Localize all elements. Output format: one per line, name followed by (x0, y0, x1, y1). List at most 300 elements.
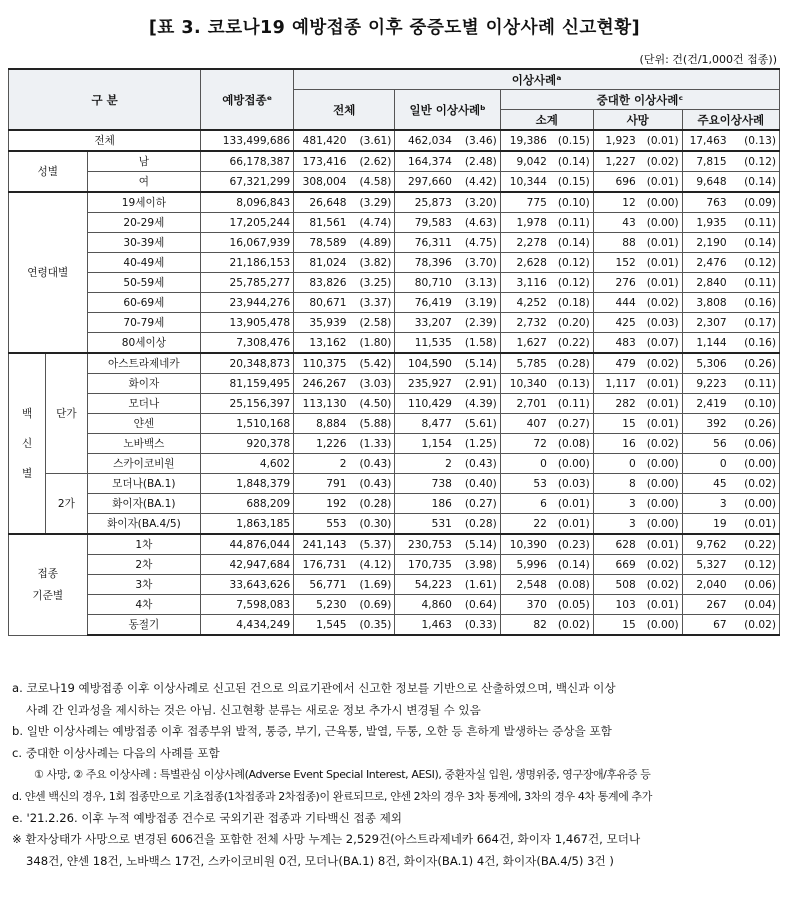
cell-majorr: (0.12) (730, 555, 780, 575)
cell-subr: (0.14) (550, 555, 593, 575)
cell-sub: 9,042 (500, 151, 550, 172)
row-label: 전체 (9, 130, 201, 151)
cell-vacc: 17,205,244 (201, 213, 294, 233)
cell-vacc: 42,947,684 (201, 555, 294, 575)
cell-tot: 81,561 (294, 213, 350, 233)
cell-major: 7,815 (682, 151, 730, 172)
cell-deathr: (0.03) (639, 313, 682, 333)
row-label: 4차 (87, 595, 201, 615)
cell-tot: 110,375 (294, 353, 350, 374)
cell-subr: (0.03) (550, 474, 593, 494)
table-row (9, 474, 780, 494)
cell-sub: 10,340 (500, 374, 550, 394)
cell-major: 0 (682, 454, 730, 474)
cell-vacc: 25,785,277 (201, 273, 294, 293)
table-row (9, 253, 780, 273)
group-dose-line: 접종 (37, 567, 58, 580)
table-row (9, 615, 780, 636)
cell-totr: (0.30) (349, 514, 394, 535)
cell-sub: 2,732 (500, 313, 550, 333)
cell-vacc: 25,156,397 (201, 394, 294, 414)
cell-death: 444 (593, 293, 638, 313)
footnote-death-total: ※ 환자상태가 사망으로 변경된 606건을 포함한 전체 사망 누계는 2,529건(아스트라제네카 664건, 화이자 1,467건, 모더나 (12, 832, 641, 847)
cell-sub: 4,252 (500, 293, 550, 313)
cell-tot: 81,024 (294, 253, 350, 273)
cell-death: 152 (593, 253, 638, 273)
cell-major: 3 (682, 494, 730, 514)
footnote-e: e. '21.2.26. 이후 누적 예방접종 건수로 국외기관 접종과 기타백신 접종 제외 (12, 810, 402, 825)
row-label: 노바백스 (87, 434, 201, 454)
cell-deathr: (0.01) (639, 253, 682, 273)
cell-deathr: (0.01) (639, 233, 682, 253)
cell-sub: 407 (500, 414, 550, 434)
cell-genr: (3.46) (455, 130, 500, 151)
cell-major: 763 (682, 192, 730, 213)
cell-death: 0 (593, 454, 638, 474)
cell-subr: (0.10) (550, 192, 593, 213)
cell-death: 1,923 (593, 130, 638, 151)
cell-deathr: (0.02) (639, 555, 682, 575)
cell-sub: 0 (500, 454, 550, 474)
cell-subr: (0.27) (550, 414, 593, 434)
cell-subr: (0.00) (550, 454, 593, 474)
cell-sub: 19,386 (500, 130, 550, 151)
cell-death: 15 (593, 615, 638, 636)
row-label: 50-59세 (87, 273, 201, 293)
cell-genr: (1.61) (455, 575, 500, 595)
cell-deathr: (0.00) (639, 213, 682, 233)
row-label: 70-79세 (87, 313, 201, 333)
cell-subr: (0.23) (550, 534, 593, 555)
group-dose (9, 534, 88, 635)
cell-subr: (0.15) (550, 130, 593, 151)
row-label: 3차 (87, 575, 201, 595)
cell-majorr: (0.14) (730, 172, 780, 193)
cell-subr: (0.11) (550, 394, 593, 414)
cell-major: 2,476 (682, 253, 730, 273)
cell-majorr: (0.26) (730, 414, 780, 434)
cell-major: 2,190 (682, 233, 730, 253)
adverse-events-table (8, 68, 780, 636)
cell-deathr: (0.01) (639, 394, 682, 414)
cell-tot: 26,648 (294, 192, 350, 213)
cell-sub: 3,116 (500, 273, 550, 293)
cell-totr: (0.43) (349, 474, 394, 494)
cell-majorr: (0.10) (730, 394, 780, 414)
cell-major: 267 (682, 595, 730, 615)
cell-gen: 164,374 (395, 151, 455, 172)
cell-major: 19 (682, 514, 730, 535)
cell-tot: 176,731 (294, 555, 350, 575)
cell-subr: (0.08) (550, 575, 593, 595)
footnote-c: c. 중대한 이상사례는 다음의 사례를 포함 (12, 745, 220, 760)
cell-sub: 6 (500, 494, 550, 514)
cell-gen: 738 (395, 474, 455, 494)
cell-death: 88 (593, 233, 638, 253)
cell-totr: (4.74) (349, 213, 394, 233)
row-label: 30-39세 (87, 233, 201, 253)
cell-totr: (3.37) (349, 293, 394, 313)
cell-genr: (0.27) (455, 494, 500, 514)
cell-major: 56 (682, 434, 730, 454)
cell-gen: 235,927 (395, 374, 455, 394)
cell-majorr: (0.16) (730, 293, 780, 313)
cell-gen: 186 (395, 494, 455, 514)
cell-subr: (0.11) (550, 213, 593, 233)
cell-genr: (2.91) (455, 374, 500, 394)
cell-totr: (1.33) (349, 434, 394, 454)
row-label: 여 (87, 172, 201, 193)
cell-deathr: (0.00) (639, 454, 682, 474)
table-row (9, 414, 780, 434)
cell-sub: 22 (500, 514, 550, 535)
cell-vacc: 7,308,476 (201, 333, 294, 354)
cell-subr: (0.18) (550, 293, 593, 313)
cell-sub: 82 (500, 615, 550, 636)
table-row (9, 192, 780, 213)
cell-gen: 1,463 (395, 615, 455, 636)
cell-tot: 5,230 (294, 595, 350, 615)
table-row (9, 151, 780, 172)
cell-death: 1,227 (593, 151, 638, 172)
cell-major: 5,327 (682, 555, 730, 575)
cell-totr: (3.82) (349, 253, 394, 273)
cell-major: 17,463 (682, 130, 730, 151)
cell-tot: 56,771 (294, 575, 350, 595)
row-label: 얀센 (87, 414, 201, 434)
cell-genr: (0.40) (455, 474, 500, 494)
cell-genr: (3.20) (455, 192, 500, 213)
row-label: 모더나 (87, 394, 201, 414)
cell-death: 1,117 (593, 374, 638, 394)
table-body (9, 130, 780, 635)
group-age: 연령대별 (9, 192, 88, 353)
cell-deathr: (0.01) (639, 172, 682, 193)
cell-totr: (0.35) (349, 615, 394, 636)
header-total: 전체 (294, 90, 395, 131)
cell-genr: (0.64) (455, 595, 500, 615)
table-row (9, 213, 780, 233)
cell-subr: (0.05) (550, 595, 593, 615)
cell-totr: (4.50) (349, 394, 394, 414)
cell-majorr: (0.14) (730, 233, 780, 253)
header-general: 일반 이상사례ᵇ (395, 90, 500, 131)
cell-vacc: 13,905,478 (201, 313, 294, 333)
cell-majorr: (0.26) (730, 353, 780, 374)
cell-tot: 13,162 (294, 333, 350, 354)
cell-major: 67 (682, 615, 730, 636)
cell-major: 1,144 (682, 333, 730, 354)
cell-sub: 2,278 (500, 233, 550, 253)
cell-death: 483 (593, 333, 638, 354)
cell-genr: (3.19) (455, 293, 500, 313)
cell-tot: 113,130 (294, 394, 350, 414)
cell-tot: 83,826 (294, 273, 350, 293)
cell-death: 8 (593, 474, 638, 494)
cell-vacc: 67,321,299 (201, 172, 294, 193)
cell-deathr: (0.01) (639, 534, 682, 555)
group-vaccine-char: 백 (21, 407, 33, 420)
header-death: 사망 (593, 110, 682, 131)
cell-gen: 110,429 (395, 394, 455, 414)
cell-gen: 25,873 (395, 192, 455, 213)
cell-gen: 297,660 (395, 172, 455, 193)
cell-death: 508 (593, 575, 638, 595)
row-label: 80세이상 (87, 333, 201, 354)
cell-gen: 462,034 (395, 130, 455, 151)
cell-death: 103 (593, 595, 638, 615)
cell-totr: (1.80) (349, 333, 394, 354)
table-row (9, 534, 780, 555)
cell-subr: (0.08) (550, 434, 593, 454)
cell-vacc: 1,510,168 (201, 414, 294, 434)
row-label: 40-49세 (87, 253, 201, 273)
cell-major: 392 (682, 414, 730, 434)
cell-death: 15 (593, 414, 638, 434)
cell-death: 669 (593, 555, 638, 575)
cell-genr: (5.14) (455, 534, 500, 555)
cell-deathr: (0.02) (639, 575, 682, 595)
cell-deathr: (0.01) (639, 130, 682, 151)
table-row (9, 575, 780, 595)
cell-sub: 1,978 (500, 213, 550, 233)
cell-tot: 246,267 (294, 374, 350, 394)
cell-totr: (4.12) (349, 555, 394, 575)
cell-subr: (0.12) (550, 273, 593, 293)
cell-totr: (2.58) (349, 313, 394, 333)
cell-majorr: (0.06) (730, 575, 780, 595)
cell-tot: 80,671 (294, 293, 350, 313)
cell-genr: (3.13) (455, 273, 500, 293)
cell-totr: (3.29) (349, 192, 394, 213)
cell-totr: (0.43) (349, 454, 394, 474)
cell-majorr: (0.16) (730, 333, 780, 354)
group-vaccine (9, 353, 46, 534)
cell-tot: 241,143 (294, 534, 350, 555)
table-row (9, 514, 780, 535)
cell-totr: (3.03) (349, 374, 394, 394)
footnote-b: b. 일반 이상사례는 예방접종 이후 접종부위 발적, 통증, 부기, 근육통, 발열, 두통, 오한 등 흔하게 발생하는 증상을 포함 (12, 724, 612, 739)
table-row (9, 130, 780, 151)
cell-gen: 4,860 (395, 595, 455, 615)
cell-subr: (0.14) (550, 151, 593, 172)
cell-tot: 1,226 (294, 434, 350, 454)
cell-vacc: 7,598,083 (201, 595, 294, 615)
cell-majorr: (0.00) (730, 454, 780, 474)
cell-totr: (0.28) (349, 494, 394, 514)
cell-totr: (3.25) (349, 273, 394, 293)
row-label: 모더나(BA.1) (87, 474, 201, 494)
cell-death: 628 (593, 534, 638, 555)
cell-gen: 1,154 (395, 434, 455, 454)
table-row (9, 273, 780, 293)
cell-major: 9,223 (682, 374, 730, 394)
cell-subr: (0.01) (550, 514, 593, 535)
row-label: 1차 (87, 534, 201, 555)
cell-tot: 308,004 (294, 172, 350, 193)
cell-majorr: (0.04) (730, 595, 780, 615)
cell-major: 2,040 (682, 575, 730, 595)
cell-tot: 1,545 (294, 615, 350, 636)
cell-major: 1,935 (682, 213, 730, 233)
cell-deathr: (0.00) (639, 494, 682, 514)
cell-death: 16 (593, 434, 638, 454)
row-label: 2차 (87, 555, 201, 575)
cell-gen: 2 (395, 454, 455, 474)
cell-deathr: (0.00) (639, 474, 682, 494)
footnote-a-cont: 사례 간 인과성을 제시하는 것은 아님. 신고현황 분류는 새로운 정보 추가시 변경될 수 있음 (26, 702, 481, 717)
cell-tot: 2 (294, 454, 350, 474)
cell-vacc: 4,434,249 (201, 615, 294, 636)
group-bivalent: 2가 (46, 474, 87, 535)
table-row (9, 333, 780, 354)
row-label: 화이자(BA.1) (87, 494, 201, 514)
cell-majorr: (0.01) (730, 514, 780, 535)
cell-sub: 775 (500, 192, 550, 213)
cell-death: 3 (593, 494, 638, 514)
cell-gen: 76,311 (395, 233, 455, 253)
cell-totr: (4.89) (349, 233, 394, 253)
table-row (9, 233, 780, 253)
cell-subr: (0.20) (550, 313, 593, 333)
cell-majorr: (0.17) (730, 313, 780, 333)
cell-vacc: 23,944,276 (201, 293, 294, 313)
cell-major: 2,419 (682, 394, 730, 414)
cell-gen: 8,477 (395, 414, 455, 434)
cell-gen: 104,590 (395, 353, 455, 374)
cell-tot: 791 (294, 474, 350, 494)
cell-vacc: 33,643,626 (201, 575, 294, 595)
cell-subr: (0.15) (550, 172, 593, 193)
cell-deathr: (0.01) (639, 374, 682, 394)
cell-tot: 8,884 (294, 414, 350, 434)
cell-genr: (3.98) (455, 555, 500, 575)
cell-totr: (3.61) (349, 130, 394, 151)
cell-subr: (0.13) (550, 374, 593, 394)
table-row (9, 434, 780, 454)
cell-sub: 2,548 (500, 575, 550, 595)
cell-vacc: 21,186,153 (201, 253, 294, 273)
row-label: 스카이코비원 (87, 454, 201, 474)
cell-subr: (0.02) (550, 615, 593, 636)
header-category: 구 분 (9, 69, 201, 130)
cell-genr: (0.43) (455, 454, 500, 474)
cell-gen: 230,753 (395, 534, 455, 555)
cell-vacc: 44,876,044 (201, 534, 294, 555)
cell-genr: (3.70) (455, 253, 500, 273)
row-label: 60-69세 (87, 293, 201, 313)
cell-major: 45 (682, 474, 730, 494)
cell-deathr: (0.00) (639, 615, 682, 636)
cell-tot: 481,420 (294, 130, 350, 151)
cell-genr: (1.25) (455, 434, 500, 454)
row-label: 화이자 (87, 374, 201, 394)
cell-gen: 170,735 (395, 555, 455, 575)
cell-vacc: 1,863,185 (201, 514, 294, 535)
cell-deathr: (0.01) (639, 595, 682, 615)
cell-death: 43 (593, 213, 638, 233)
cell-totr: (1.69) (349, 575, 394, 595)
row-label: 화이자(BA.4/5) (87, 514, 201, 535)
cell-totr: (5.37) (349, 534, 394, 555)
cell-deathr: (0.02) (639, 353, 682, 374)
cell-majorr: (0.06) (730, 434, 780, 454)
cell-sub: 10,390 (500, 534, 550, 555)
cell-death: 425 (593, 313, 638, 333)
cell-deathr: (0.02) (639, 434, 682, 454)
cell-subr: (0.28) (550, 353, 593, 374)
cell-vacc: 688,209 (201, 494, 294, 514)
row-label: 19세이하 (87, 192, 201, 213)
row-label: 남 (87, 151, 201, 172)
row-label: 아스트라제네카 (87, 353, 201, 374)
cell-sub: 10,344 (500, 172, 550, 193)
cell-vacc: 8,096,843 (201, 192, 294, 213)
table-row (9, 454, 780, 474)
cell-vacc: 1,848,379 (201, 474, 294, 494)
cell-majorr: (0.09) (730, 192, 780, 213)
table-row (9, 374, 780, 394)
cell-vacc: 20,348,873 (201, 353, 294, 374)
cell-gen: 76,419 (395, 293, 455, 313)
cell-major: 3,808 (682, 293, 730, 313)
cell-totr: (5.42) (349, 353, 394, 374)
cell-major: 9,648 (682, 172, 730, 193)
table-row (9, 595, 780, 615)
table-row (9, 394, 780, 414)
table-row (9, 494, 780, 514)
cell-sub: 1,627 (500, 333, 550, 354)
cell-deathr: (0.00) (639, 192, 682, 213)
cell-totr: (4.58) (349, 172, 394, 193)
cell-sub: 2,628 (500, 253, 550, 273)
cell-gen: 54,223 (395, 575, 455, 595)
cell-genr: (0.33) (455, 615, 500, 636)
cell-tot: 35,939 (294, 313, 350, 333)
group-vaccine-char: 별 (21, 467, 33, 480)
footnote-d: d. 얀센 백신의 경우, 1회 접종만으로 기초접종(1차접종과 2차접종)이 완료되므로, 얀센 2차의 경우 3차 통계에, 3차의 경우 4차 통계에 추가 (12, 789, 652, 803)
cell-genr: (4.75) (455, 233, 500, 253)
cell-gen: 80,710 (395, 273, 455, 293)
cell-gen: 79,583 (395, 213, 455, 233)
cell-subr: (0.22) (550, 333, 593, 354)
header-major: 주요이상사례 (682, 110, 779, 131)
cell-genr: (2.39) (455, 313, 500, 333)
cell-genr: (5.61) (455, 414, 500, 434)
unit-label: (단위: 건(건/1,000건 접종)) (639, 53, 777, 66)
cell-death: 12 (593, 192, 638, 213)
cell-deathr: (0.02) (639, 151, 682, 172)
cell-vacc: 81,159,495 (201, 374, 294, 394)
table-row (9, 313, 780, 333)
cell-death: 276 (593, 273, 638, 293)
cell-death: 479 (593, 353, 638, 374)
table-row (9, 555, 780, 575)
cell-majorr: (0.11) (730, 374, 780, 394)
cell-vacc: 66,178,387 (201, 151, 294, 172)
cell-genr: (4.39) (455, 394, 500, 414)
table-row (9, 172, 780, 193)
cell-vacc: 4,602 (201, 454, 294, 474)
cell-majorr: (0.12) (730, 151, 780, 172)
cell-gen: 78,396 (395, 253, 455, 273)
cell-subr: (0.14) (550, 233, 593, 253)
cell-subr: (0.01) (550, 494, 593, 514)
cell-majorr: (0.02) (730, 474, 780, 494)
header-vaccination: 예방접종ᵉ (201, 69, 294, 130)
cell-majorr: (0.00) (730, 494, 780, 514)
cell-gen: 11,535 (395, 333, 455, 354)
